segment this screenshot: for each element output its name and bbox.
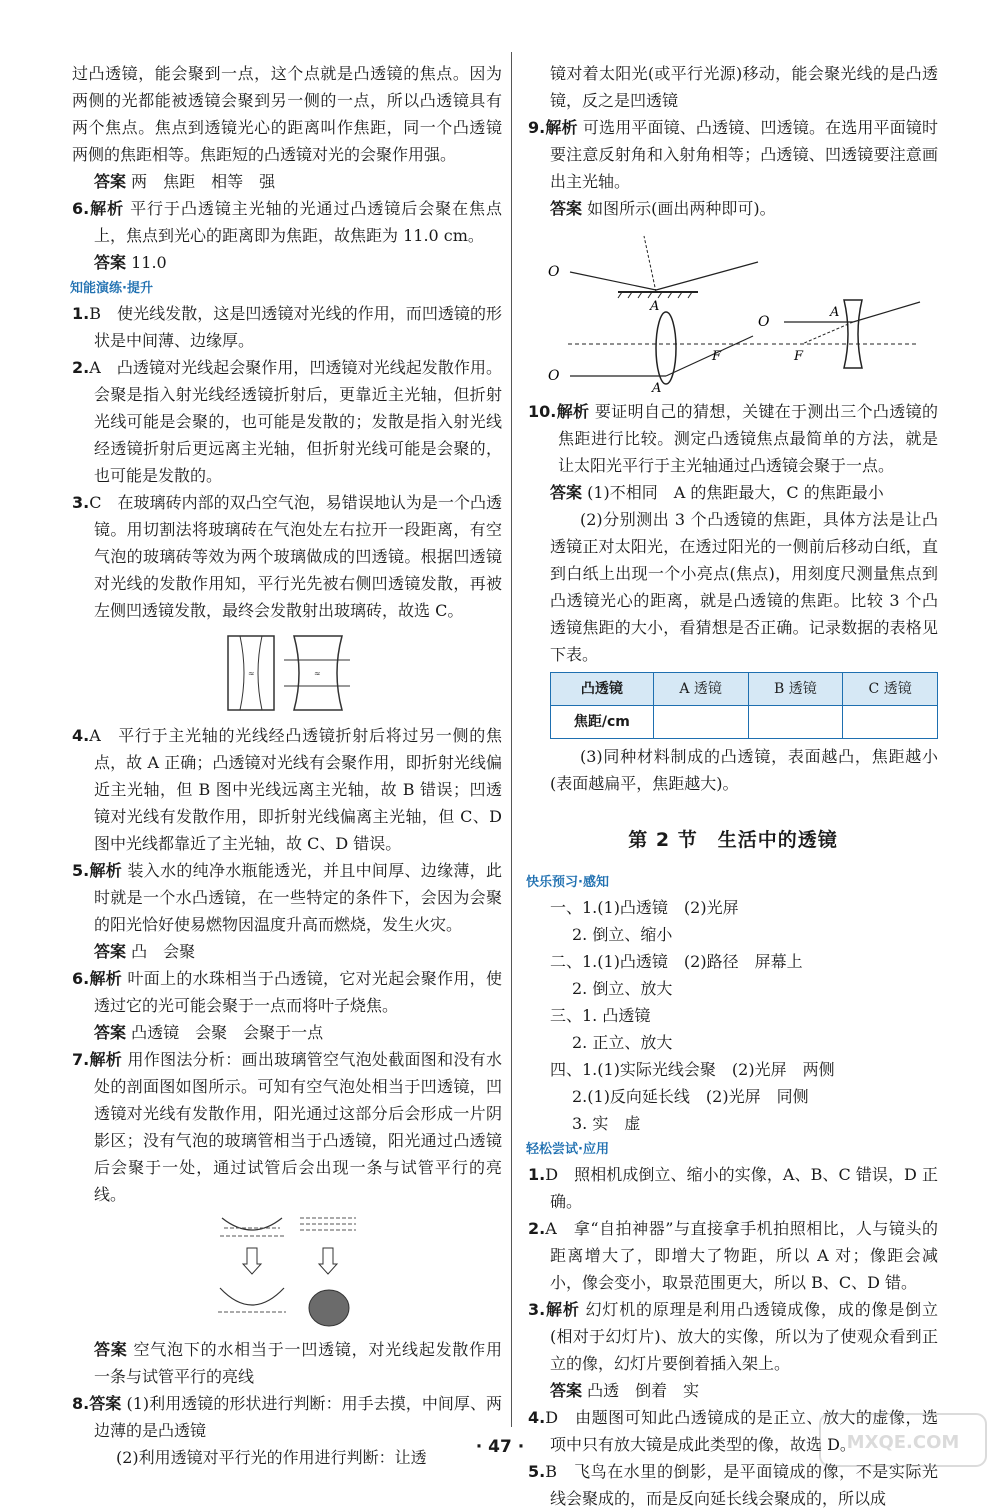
practice-1: 1.B 使光线发散，这是凹透镜对光线的作用，而凹透镜的形状是中间薄、边缘厚。 [72, 304, 502, 350]
table-cell [653, 706, 748, 739]
practice-5: 5.解析 装入水的纯净水瓶能透光，并且中间厚、边缘薄，此时就是一个水凸透镜，在一些特定的条件下，会因为会聚的阳光恰好使易燃物因温度升高而燃烧，发生火灾。 [72, 861, 502, 934]
preview-item: 三、1. 凸透镜 [550, 1006, 651, 1025]
intro-paragraph: 过凸透镜，能会聚到一点，这个点就是凸透镜的焦点。因为两侧的光都能被透镜会聚到另一侧的一点，所以凸透镜具有两个焦点。焦点到透镜光心的距离叫作焦距，同一个凸透镜两侧的焦距相等。焦距短的凸透镜对光的会聚作用强。 [72, 64, 502, 164]
test-tube-figure [212, 1212, 362, 1332]
preview-item: 2.(1)反向延长线 (2)光屏 同侧 [572, 1087, 809, 1106]
glass-brick-figure [222, 628, 352, 718]
table-header-cell: B 透镜 [748, 673, 843, 706]
label-o-3: O [758, 314, 770, 330]
lens-figure [548, 226, 928, 394]
left-column [70, 60, 518, 1471]
table-cell [748, 706, 843, 739]
preview-item: 四、1.(1)实际光线会聚 (2)光屏 两侧 [550, 1060, 835, 1079]
preview-item: 2. 正立、放大 [572, 1033, 673, 1052]
lens-diagrams [548, 226, 928, 394]
question-6: 6.解析 平行于凸透镜主光轴的光通过凸透镜后会聚在焦点上，焦点到光心的距离即为焦距，故焦距为 11.0 cm。 [72, 199, 502, 245]
practice-8: 8.答案 (1)利用透镜的形状进行判断：用手去摸，中间厚、两边薄的是凸透镜 [72, 1394, 502, 1440]
practice-7: 7.解析 用作图法分析：画出玻璃管空气泡处截面图和没有水处的剖面图如图所示。可知有空气泡处相当于凹透镜，凹透镜对光线有发散作用，阳光通过这部分后会形成一片阴影区；没有气泡的玻璃管相当于凸透镜，阳光通过凸透镜后会聚于一处，通过试管后会出现一条与试管平行的亮线。 [72, 1050, 502, 1204]
practice-8-part2: (2)利用透镜对平行光的作用进行判断：让透 [116, 1448, 427, 1467]
practice-6-answer: 答案 凸透镜 会聚 会聚于一点 [94, 1023, 324, 1042]
application-4: 4.D 由题图可知此凸透镜成的是正立、放大的虚像，选项中只有放大镜是成此类型的像，故选 D。 [528, 1408, 938, 1454]
application-3-answer: 答案 凸透 倒着 实 [550, 1381, 700, 1400]
chapter-title: 第 2 节 生活中的透镜 [628, 829, 838, 851]
practice-3: 3.C 在玻璃砖内部的双凸空气泡，易错误地认为是一个凸透镜。用切割法将玻璃砖在气泡处左右拉开一段距离，有空气泡的玻璃砖等效为两个玻璃做成的凹透镜。根据凹透镜对光线的发散作用知，平行光先被右侧凹透镜发散，再被左侧凹透镜发散，最终会发散射出玻璃砖，故选 C。 [72, 493, 502, 620]
label-f-2: F [794, 349, 804, 364]
svg-text:≈: ≈ [248, 669, 255, 678]
section-heading-preview: 快乐预习·感知 [526, 875, 609, 890]
question-9: 9.解析 可选用平面镜、凸透镜、凹透镜。在选用平面镜时要注意反射角和入射角相等；凸透镜、凹透镜要注意画出主光轴。 [528, 118, 938, 191]
watermark-logo [818, 1410, 988, 1470]
table-row [551, 706, 938, 739]
label-a-3: A [830, 305, 840, 320]
label-f-1: F [712, 349, 722, 364]
label-a-1: A [650, 299, 660, 314]
answer-9: 答案 如图所示(画出两种即可)。 [550, 199, 776, 218]
question-10: 10.解析 要证明自己的猜想，关键在于测出三个凸透镜的焦距进行比较。测定凸透镜焦点最简单的方法，就是让太阳光平行于主光轴通过凸透镜会聚于一点。 [528, 402, 938, 475]
table-row-label: 焦距/cm [551, 706, 654, 739]
answer-10-3: (3)同种材料制成的凸透镜，表面越凸，焦距越小(表面越扁平，焦距越大)。 [550, 747, 938, 793]
svg-text:MXQE.COM: MXQE.COM [846, 1432, 960, 1453]
section-heading-practice: 知能演练·提升 [70, 281, 153, 296]
label-o-1: O [548, 264, 560, 280]
glass-brick-diagram [222, 628, 352, 718]
watermark-icon [818, 1410, 988, 1470]
table-cell [843, 706, 938, 739]
practice-2: 2.A 凸透镜对光线起会聚作用，凹透镜对光线起发散作用。会聚是指入射光线经透镜折射后，更靠近主光轴，但折射光线可能是会聚的，也可能是发散的；发散是指入射光线经透镜折射后更远离主光轴，但折射光线可能是会聚的，也可能是发散的。 [72, 358, 502, 485]
preview-item: 一、1.(1)凸透镜 (2)光屏 [550, 898, 739, 917]
answer-5: 答案 两 焦距 相等 强 [94, 172, 276, 191]
application-3: 3.解析 幻灯机的原理是利用凸透镜成像，成的像是倒立(相对于幻灯片)、放大的实像，所以为了使观众看到正立的像，幻灯片要倒着插入架上。 [528, 1300, 938, 1373]
label-o-2: O [548, 368, 560, 384]
application-5: 5.B 飞鸟在水里的倒影，是平面镜成的像，不是实际光线会聚成的，而是反向延长线会聚成的，所以成 [528, 1462, 938, 1508]
preview-item: 二、1.(1)凸透镜 (2)路径 屏幕上 [550, 952, 803, 971]
answer-10-2: (2)分别测出 3 个凸透镜的焦距，具体方法是让凸透镜正对太阳光，在透过阳光的一侧前后移动白纸，直到白纸上出现一个小亮点(焦点)，用刻度尺测量焦点到凸透镜光心的距离，就是凸透镜的焦距。比较 3 个凸透镜焦距的大小，看猜想是否正确。记录数据的表格见下表。 [550, 510, 938, 664]
practice-7-answer: 答案 空气泡下的水相当于一凹透镜，对光线起发散作用 一条与试管平行的亮线 [94, 1340, 518, 1386]
svg-text:≈: ≈ [314, 669, 321, 678]
answer-6: 答案 11.0 [94, 253, 167, 272]
answer-10-1: 答案 (1)不相同 A 的焦距最大，C 的焦距最小 [550, 483, 884, 502]
table-header-cell: 凸透镜 [551, 673, 654, 706]
practice-6: 6.解析 叶面上的水珠相当于凸透镜，它对光起会聚作用，使透过它的光可能会聚于一点而将叶子烧焦。 [72, 969, 502, 1015]
application-2: 2.A 拿“自拍神器”与直接拿手机拍照相比，人与镜头的距离增大了，即增大了物距，所以 A 对；像距会减小，像会变小，取景范围更大，所以 B、C、D 错。 [528, 1219, 938, 1292]
page-number: · 47 · [475, 1437, 525, 1457]
table-header-row [551, 673, 938, 706]
application-1: 1.D 照相机成倒立、缩小的实像，A、B、C 错误，D 正确。 [528, 1165, 938, 1211]
section-heading-application: 轻松尝试·应用 [526, 1142, 609, 1157]
test-tube-diagram [212, 1212, 362, 1332]
preview-item: 2. 倒立、缩小 [572, 925, 673, 944]
practice-5-answer: 答案 凸 会聚 [94, 942, 196, 961]
focal-length-table [550, 672, 938, 739]
practice-4: 4.A 平行于主光轴的光线经凸透镜折射后将过另一侧的焦点，故 A 正确；凸透镜对光线有会聚作用，即折射光线偏近主光轴，但 B 图中光线远离主光轴，故 B 错误；凹透镜对光线有发散作用，即折射光线偏离主光轴，但 C、D 图中光线都靠近了主光轴，故 C、D 错误。 [72, 726, 502, 853]
preview-item: 3. 实 虚 [572, 1114, 641, 1133]
label-a-2: A [652, 381, 662, 394]
table-header-cell: A 透镜 [653, 673, 748, 706]
preview-item: 2. 倒立、放大 [572, 979, 673, 998]
column-divider [511, 52, 512, 1427]
right-column [528, 60, 938, 1512]
table-header-cell: C 透镜 [843, 673, 938, 706]
continued-paragraph: 镜对着太阳光(或平行光源)移动，能会聚光线的是凸透镜，反之是凹透镜 [550, 64, 938, 110]
